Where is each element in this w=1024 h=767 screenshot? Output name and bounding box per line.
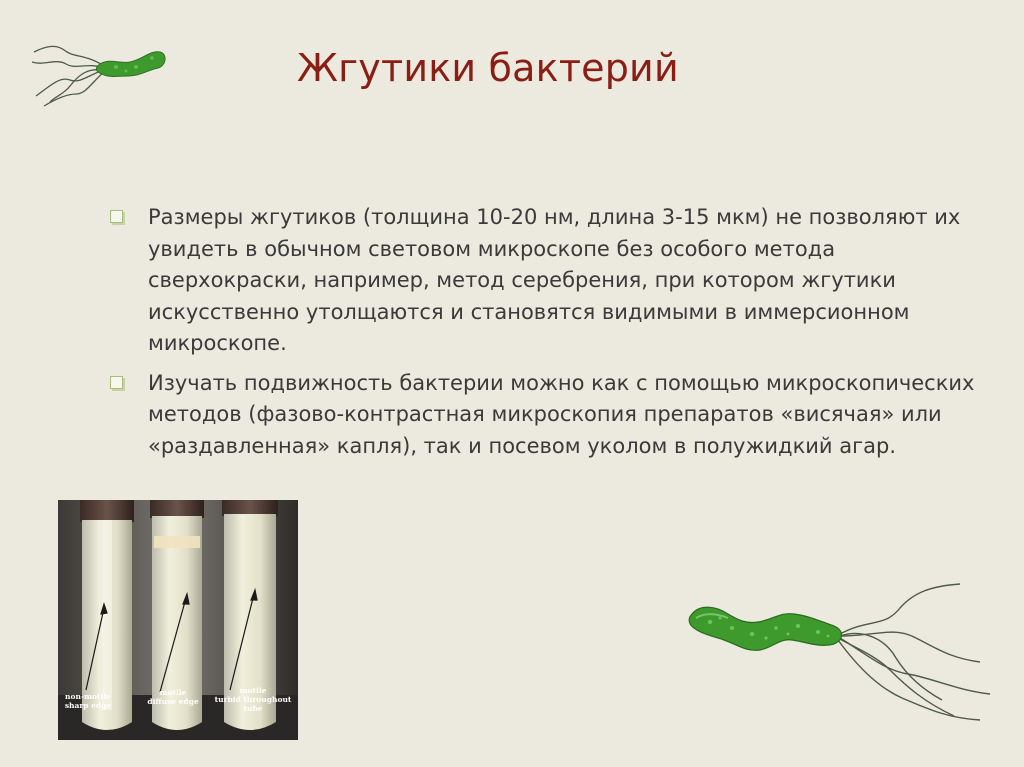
bacterium-illustration [680,578,1000,738]
bullet-text: Размеры жгутиков (толщина 10-20 нм, длина 3-15 мкм) не позволяют их увидеть в обычном световом микроскопе без особого метода сверхокраски, например, метод серебрения, при котором жгутики искусственно утолщаются и становятся видимыми в иммерсионном микроскопе. [148,205,961,355]
bullet-item [108,368,978,463]
bullet-text: Изучать подвижность бактерии можно как с помощью микроскопических методов (фазово-контрастная микроскопия препаратов «висячая» или «раздавленная» капля), так и посевом уколом в полужидкий агар. [148,370,975,458]
square-bullet-icon [110,376,123,389]
tube-label: motile turbid throughout tube [214,686,292,713]
tube-label: non-motile sharp edge [64,692,112,710]
page-title: Жгутики бактерий [297,46,679,90]
bullet-item [108,202,978,360]
test-tubes-photo [58,500,298,740]
square-bullet-icon [110,210,123,223]
bacterium-icon [26,40,171,110]
bullet-list [108,202,978,470]
tube-label: motile diffuse edge [147,688,199,706]
